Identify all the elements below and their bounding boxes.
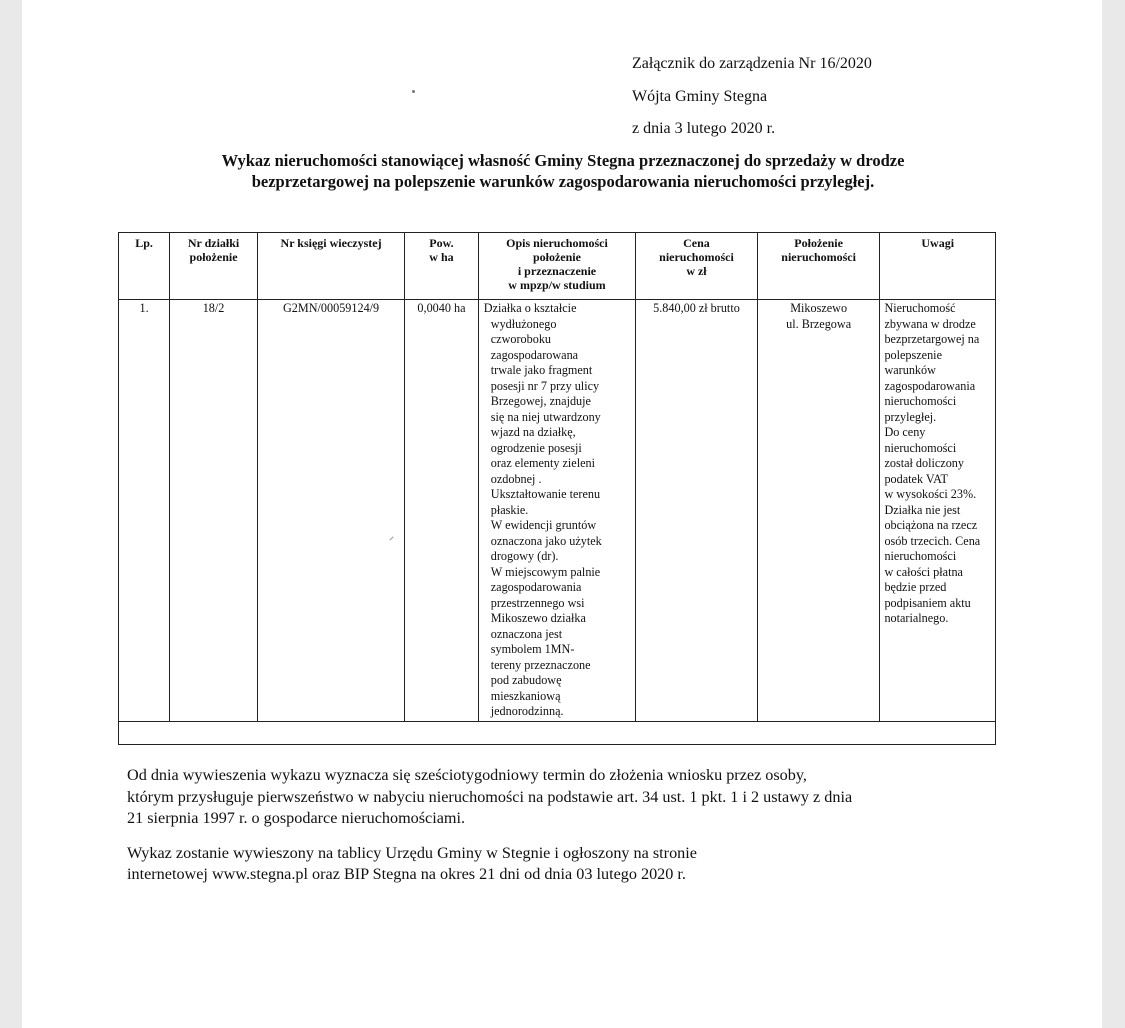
text-line: posesji nr 7 przy ulicy: [490, 378, 600, 393]
text-line: przyległej.: [884, 409, 937, 424]
text-line: nieruchomości: [884, 549, 957, 563]
text-line: Do ceny: [884, 425, 926, 439]
text-line: nieruchomości: [884, 394, 957, 408]
text-line: płaskie.: [490, 502, 529, 517]
document-title: [118, 150, 1008, 192]
text-line: został doliczony: [884, 456, 964, 470]
text-line: w wysokości 23%.: [884, 487, 977, 501]
text-line: polepszenie: [884, 347, 942, 362]
cell-price: 5.840,00 zł brutto: [636, 300, 758, 722]
text-line: Nieruchomość: [884, 301, 956, 315]
col-header-location: Położenie nieruchomości: [757, 233, 880, 300]
cell-lp: 1.: [119, 300, 170, 722]
notice-paragraph-1: [127, 765, 997, 830]
text-line: trwale jako fragment: [490, 363, 593, 377]
col-header-remarks: Uwagi: [880, 233, 996, 300]
attachment-header: [632, 48, 872, 146]
text-line: wjazd na działkę,: [490, 425, 576, 439]
text-line: w całości płatna: [884, 564, 963, 579]
cell-area: 0,0040 ha: [405, 300, 479, 722]
text-line: Ukształtowanie terenu: [490, 487, 601, 501]
header-line-1: Załącznik do zarządzenia Nr 16/2020: [632, 55, 872, 72]
title-line-2: bezprzetargowej na polepszenie warunków zagospodarowania nieruchomości przyległej.: [251, 172, 875, 191]
header-line-3: z dnia 3 lutego 2020 r.: [632, 120, 776, 137]
notice-paragraph-2: [127, 843, 997, 886]
text-line: Działka nie jest: [884, 502, 961, 517]
text-line: będzie przed: [884, 580, 947, 594]
cell-location: Mikoszewo ul. Brzegowa: [757, 300, 880, 722]
property-table: [118, 232, 996, 745]
text-line: zbywana w drodze: [884, 316, 976, 331]
cell-remarks: [880, 300, 996, 722]
table-empty-row: [119, 721, 996, 744]
col-header-lp: Lp.: [119, 233, 170, 300]
text-line: warunków: [884, 363, 936, 377]
text-line: Działka o kształcie: [483, 301, 577, 315]
header-line-2: Wójta Gminy Stegna: [632, 87, 768, 105]
text-line: zagospodarowania: [884, 378, 976, 393]
table-row: [119, 300, 996, 722]
document-page: [22, 0, 1102, 1028]
text-line: zagospodarowania: [490, 580, 582, 594]
text-line: W ewidencji gruntów: [490, 518, 597, 532]
text-line: przestrzennego wsi: [490, 595, 585, 610]
text-line: wydłużonego: [490, 316, 557, 331]
col-header-price: Cena nieruchomości w zł: [636, 233, 758, 300]
text-line: oraz elementy zieleni: [490, 456, 595, 470]
text-line: bezprzetargowej na: [884, 332, 980, 346]
text-line: oznaczona jako użytek: [490, 533, 602, 548]
text-line: tereny przeznaczone: [490, 657, 591, 672]
scan-speck: [412, 90, 415, 93]
col-header-area: Pow. w ha: [405, 233, 479, 300]
col-header-description: Opis nieruchomości położenie i przeznaczenie w mpzp/w studium: [478, 233, 635, 300]
col-header-land-register: Nr księgi wieczystej: [257, 233, 404, 300]
text-line: drogowy (dr).: [490, 549, 559, 563]
text-line: ozdobnej .: [490, 471, 542, 486]
text-line: Wykaz zostanie wywieszony na tablicy Urzędu Gminy w Stegnie i ogłoszony na stronie: [127, 843, 697, 862]
text-line: ogrodzenie posesji: [490, 440, 582, 455]
text-line: Od dnia wywieszenia wykazu wyznacza się sześciotygodniowy termin do złożenia wniosku przez osoby,: [127, 766, 807, 784]
col-header-plot-number: Nr działki położenie: [170, 233, 258, 300]
text-line: Brzegowej, znajduje: [490, 394, 591, 408]
empty-cell: [119, 721, 996, 744]
property-table-wrapper: [118, 232, 996, 745]
text-line: Mikoszewo działka: [490, 611, 586, 625]
title-line-1: Wykaz nieruchomości stanowiącej własność Gminy Stegna przeznaczonej do sprzedaży w drodze: [221, 151, 905, 170]
text-line: oznaczona jest: [490, 626, 563, 641]
text-line: obciążona na rzecz: [884, 518, 978, 532]
text-line: 21 sierpnia 1997 r. o gospodarce nieruchomościami.: [127, 809, 466, 827]
text-line: pod zabudowę: [490, 673, 562, 687]
text-line: się na niej utwardzony: [490, 409, 601, 424]
text-line: zagospodarowana: [490, 347, 579, 362]
text-line: podpisaniem aktu: [884, 595, 971, 610]
cell-description: [478, 300, 635, 722]
text-line: notarialnego.: [884, 611, 949, 625]
text-line: W miejscowym palnie: [490, 564, 601, 579]
text-line: mieszkaniową: [490, 688, 561, 703]
text-line: którym przysługuje pierwszeństwo w nabyciu nieruchomości na podstawie art. 34 ust. 1 pkt. 1 i 2 ustawy z dnia: [127, 787, 853, 806]
text-line: symbolem 1MN-: [490, 642, 575, 656]
text-line: podatek VAT: [884, 471, 948, 486]
text-line: osób trzecich. Cena: [884, 533, 981, 548]
text-line: nieruchomości: [884, 440, 957, 455]
text-line: internetowej www.stegna.pl oraz BIP Stegna na okres 21 dni od dnia 03 lutego 2020 r.: [127, 865, 686, 883]
text-line: czworoboku: [490, 332, 552, 346]
notice-footer: [127, 765, 997, 899]
cell-land-register: G2MN/00059124/9: [257, 300, 404, 722]
text-line: jednorodzinną.: [490, 704, 564, 718]
cell-plot-number: 18/2: [170, 300, 258, 722]
table-header-row: [119, 233, 996, 300]
